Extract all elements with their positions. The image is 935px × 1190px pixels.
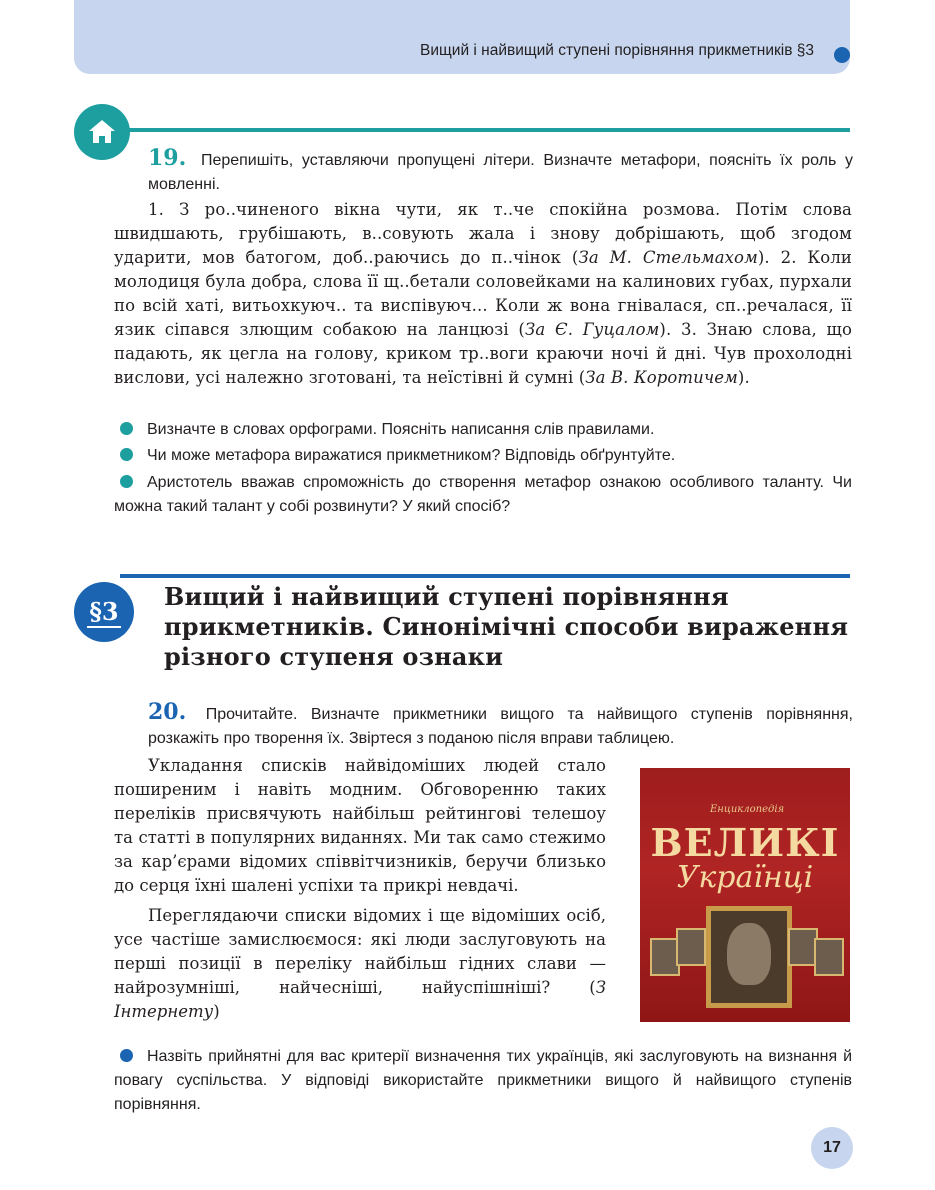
- book-cover-subtitle: Енциклопедія: [710, 804, 785, 815]
- text-fragment: ): [213, 1002, 220, 1021]
- header-dot: [834, 47, 850, 63]
- bullet-text: Аристотель вважав спроможність до створення метафор ознакою особливого таланту. Чи можна такий талант у собі розвинути? У який спосіб?: [114, 474, 852, 515]
- home-icon: [86, 116, 118, 148]
- text-fragment: 1. З ро..чиненого вікна чути, як т..че спокійна розмова. Потім слова швидшають, грубішають, в..совують жала і знову добрішають, щоб згодом ударити, мов батогом, доб..раючись до п..чінок (: [114, 200, 852, 267]
- exercise-divider-line: [120, 128, 850, 132]
- source-citation: За Є. Гуцалом: [524, 320, 660, 339]
- list-item: [114, 444, 852, 468]
- exercise-number: 20.: [148, 699, 187, 725]
- task-text: Перепишіть, уставляючи пропущені літери. Визначте метафори, поясніть їх роль у мовленні.: [148, 152, 853, 193]
- portrait-face: [727, 923, 771, 985]
- section-title: Вищий і найвищий ступені порівняння прикметників. Синонімічні способи вираження різного ступеня ознаки: [164, 582, 849, 671]
- portrait-thumbnail: [814, 938, 844, 976]
- bullet-dot: [120, 448, 133, 461]
- book-cover-title-line2: Українці: [676, 860, 814, 895]
- source-citation: За В. Коротичем: [585, 368, 738, 387]
- section-badge: [74, 582, 134, 642]
- list-item: [114, 418, 852, 442]
- list-item: [114, 1045, 852, 1117]
- bullet-text: Визначте в словах орфограми. Поясніть написання слів правилами.: [147, 421, 655, 438]
- source-citation: За М. Стельмахом: [578, 248, 758, 267]
- text-fragment: ). 3. Знаю слова, що падають, як цегла на голову, криком тр..воги краючи ночі й дні. Чув прохолодні вислови, усі належно зготовані, та неїстівні й сумні (: [114, 320, 852, 387]
- section-divider-line: [120, 574, 850, 578]
- bullet-dot: [120, 422, 133, 435]
- exercise-20-task: [148, 700, 853, 751]
- list-item: [114, 471, 852, 519]
- exercise-19-text: [114, 198, 852, 390]
- bullet-dot: [120, 1049, 133, 1062]
- text-fragment: ). 2. Коли молодиця була добра, слова її щ..бетали соловейками на калинових губах, пурхали по всій хаті, витьохкуюч.. та виспівуюч... Коли ж вона гнівалася, сп..речалася, її язик сіпався злющим собакою на ланцюзі (: [114, 248, 853, 339]
- paragraph: Укладання списків найвідоміших людей стало поширеним і навіть модним. Обговоренню таких переліків присвячують найбільш рейтингові телешоу та статті в популярних виданнях. Ми так само стежимо за кар’єрами відомих співвітчизників, беручи близько до серця їхні шалені успіхи та прикрі невдачі.: [114, 756, 606, 895]
- portrait-frame: [706, 906, 792, 1008]
- portrait-thumbnail: [676, 928, 706, 966]
- exercise-19-task: [148, 146, 853, 197]
- home-task-badge: [74, 104, 130, 160]
- bullet-dot: [120, 475, 133, 488]
- book-cover-title-line1: ВЕЛИКІ: [650, 820, 840, 865]
- text-fragment: ).: [737, 368, 750, 387]
- paragraph: [114, 904, 606, 1024]
- section-badge-label: §3: [89, 597, 119, 626]
- running-header: [74, 0, 850, 74]
- text-fragment: Переглядаючи списки відомих і ще відоміших осіб, усе частіше замислюємося: які люди заслуговують на перші позиції в переліку найбільш гідних слави — найрозумніші, найчесніші, найуспішніші? (: [114, 906, 606, 997]
- exercise-20-text: [114, 754, 606, 1024]
- source-citation: З Інтернету: [114, 978, 606, 1021]
- page-number: 17: [811, 1127, 853, 1169]
- bullet-text: Чи може метафора виражатися прикметником? Відповідь обґрунтуйте.: [147, 447, 676, 464]
- exercise-number: 19.: [148, 145, 187, 171]
- task-text: Прочитайте. Визначте прикметники вищого та найвищого ступенів порівняння, розкажіть про творення їх. Звіртеся з поданою після вправи таблицею.: [148, 706, 854, 747]
- running-header-title: Вищий і найвищий ступені порівняння прикметників §3: [420, 42, 814, 59]
- bullet-text: Назвіть прийнятні для вас критерії визначення тих українців, які заслуговують на визнання й повагу суспільства. У відповіді використайте прикметники вищого й найвищого ступенів порівняння.: [114, 1048, 852, 1113]
- book-cover-image: [640, 768, 850, 1022]
